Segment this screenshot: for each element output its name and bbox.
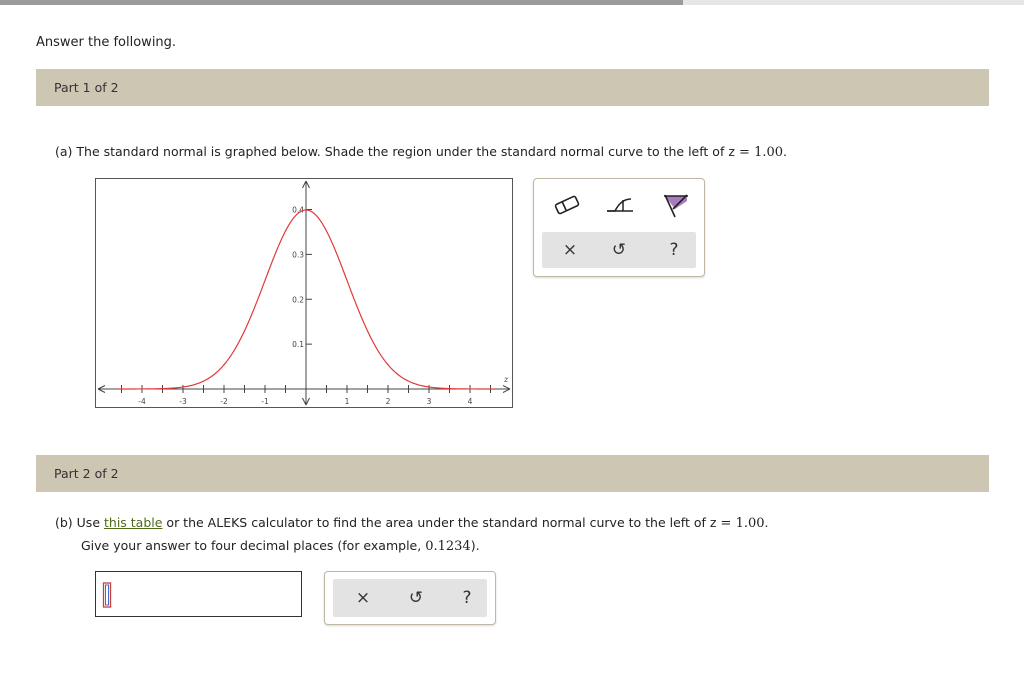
part2-prefix: (b) Use [55,515,104,530]
help-button[interactable]: ? [669,240,679,260]
part2-middle: or the ALEKS calculator to find the area under the standard normal curve to the left of z [162,515,717,530]
y-tick-label: 0.3 [292,250,304,260]
undo-button[interactable]: ↺ [611,240,627,260]
x-tick-label: 1 [344,397,350,406]
part2-suffix: . [764,515,769,530]
answer-input[interactable] [95,571,302,617]
part1-question-eq: = [734,145,755,160]
progress-fill [0,0,683,5]
part1-question-value: 1.00 [754,145,784,160]
x-tick-label: -2 [220,397,228,406]
part2-line2-prefix: Give your answer to four decimal places (for example, [81,538,426,553]
answer-actions-bar [333,579,487,617]
x-tick-label: -1 [261,397,269,406]
part2-example: 0.1234 [425,539,471,554]
x-axis-label: z [504,375,509,384]
part1-question [55,144,787,160]
clear-button[interactable]: × [562,240,578,260]
part2-header [36,455,989,492]
part2-question-line1 [55,515,769,531]
x-tick-label: 4 [467,397,473,406]
chart-svg[interactable] [96,179,512,407]
x-tick-label: 2 [385,397,391,406]
table-link[interactable]: this table [104,515,163,530]
part2-eq: = [716,516,736,531]
part1-label: Part 1 of 2 [54,80,119,95]
answer-help-button[interactable]: ? [462,588,472,608]
part1-question-suffix: . [783,144,787,159]
x-tick-label: -4 [138,397,146,406]
x-tick-label: 3 [426,397,432,406]
graph-actions-bar [542,232,696,268]
normal-curve-graph[interactable] [95,178,513,408]
shade-left-icon[interactable] [600,187,640,223]
part1-header [36,69,989,106]
part2-label: Part 2 of 2 [54,466,119,481]
part2-value: 1.00 [735,516,765,531]
answer-clear-button[interactable]: × [355,588,371,608]
progress-track [0,0,1024,5]
text-cursor-icon [102,582,112,608]
y-tick-label: 0.1 [292,340,304,350]
x-tick-label: -3 [179,397,187,406]
answer-undo-button[interactable]: ↺ [408,588,424,608]
shade-region-icon[interactable] [656,187,696,223]
graph-tool-panel [533,178,705,277]
part1-question-prefix: (a) The standard normal is graphed below. Shade the region under the standard normal curve to the left of z [55,144,735,159]
eraser-icon[interactable] [547,187,587,223]
y-tick-label: 0.4 [292,205,304,215]
part2-line2-suffix: ). [470,538,480,553]
y-tick-label: 0.2 [292,295,304,305]
answer-tool-panel [324,571,496,625]
intro-text: Answer the following. [36,35,177,50]
part2-question-line2 [81,538,480,554]
